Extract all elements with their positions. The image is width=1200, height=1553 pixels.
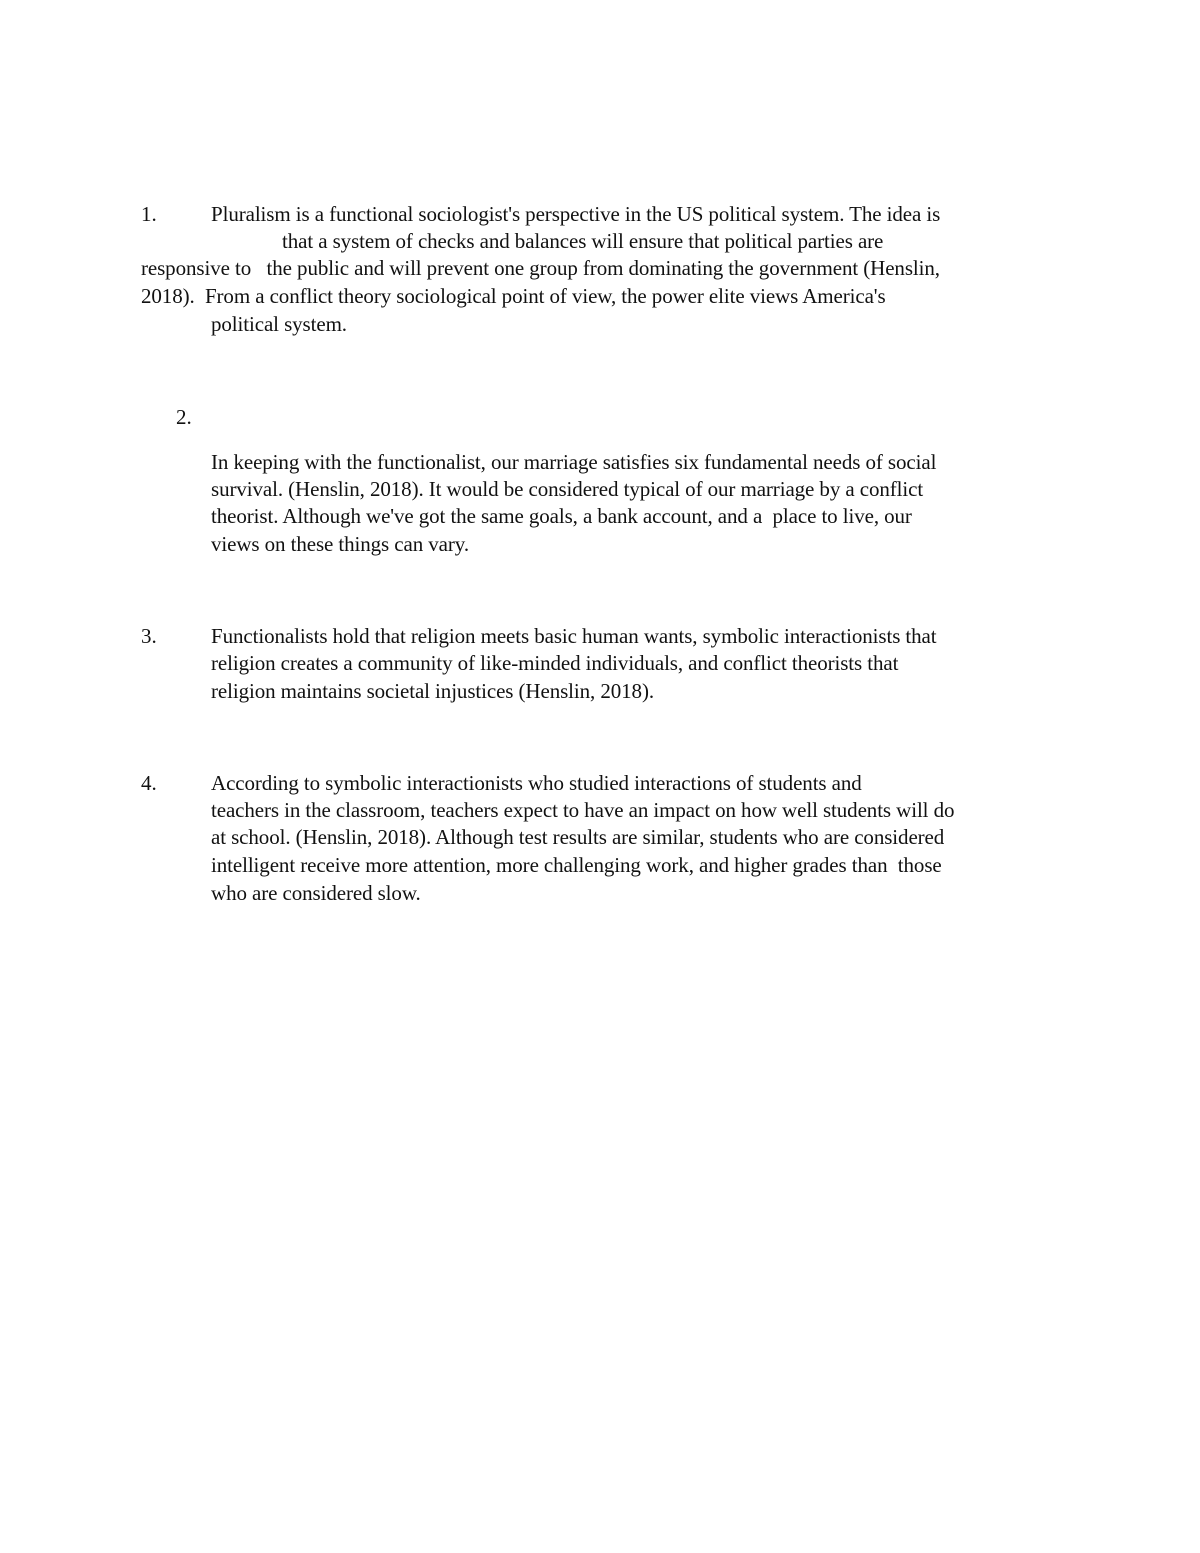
item-number: 2. bbox=[176, 405, 192, 429]
paragraph-line: teachers in the classroom, teachers expect to have an impact on how well students will do bbox=[211, 798, 955, 822]
paragraph-line: Pluralism is a functional sociologist's perspective in the US political system. The idea is bbox=[211, 202, 941, 226]
item-number: 1. bbox=[141, 202, 157, 226]
paragraph-line: In keeping with the functionalist, our marriage satisfies six fundamental needs of social bbox=[211, 450, 937, 474]
paragraph-line: who are considered slow. bbox=[211, 881, 421, 905]
paragraph-line: religion maintains societal injustices (Henslin, 2018). bbox=[211, 679, 654, 703]
paragraph-line: intelligent receive more attention, more challenging work, and higher grades than those bbox=[211, 853, 942, 877]
paragraph-line: Functionalists hold that religion meets basic human wants, symbolic interactionists that bbox=[211, 624, 937, 648]
paragraph-line: that a system of checks and balances will ensure that political parties are bbox=[282, 229, 884, 253]
paragraph-line: political system. bbox=[211, 312, 347, 336]
paragraph-line: religion creates a community of like-minded individuals, and conflict theorists that bbox=[211, 651, 899, 675]
paragraph-line: responsive to the public and will prevent one group from dominating the government (Henslin, bbox=[141, 256, 940, 280]
item-number: 4. bbox=[141, 771, 157, 795]
paragraph-line: at school. (Henslin, 2018). Although test results are similar, students who are considered bbox=[211, 825, 945, 849]
paragraph-line: theorist. Although we've got the same goals, a bank account, and a place to live, our bbox=[211, 504, 912, 528]
paragraph-line: According to symbolic interactionists who studied interactions of students and bbox=[211, 771, 862, 795]
paragraph-line: views on these things can vary. bbox=[211, 532, 469, 556]
paragraph-line: survival. (Henslin, 2018). It would be considered typical of our marriage by a conflict bbox=[211, 477, 924, 501]
paragraph-line: 2018). From a conflict theory sociological point of view, the power elite views America's bbox=[141, 284, 886, 308]
item-number: 3. bbox=[141, 624, 157, 648]
